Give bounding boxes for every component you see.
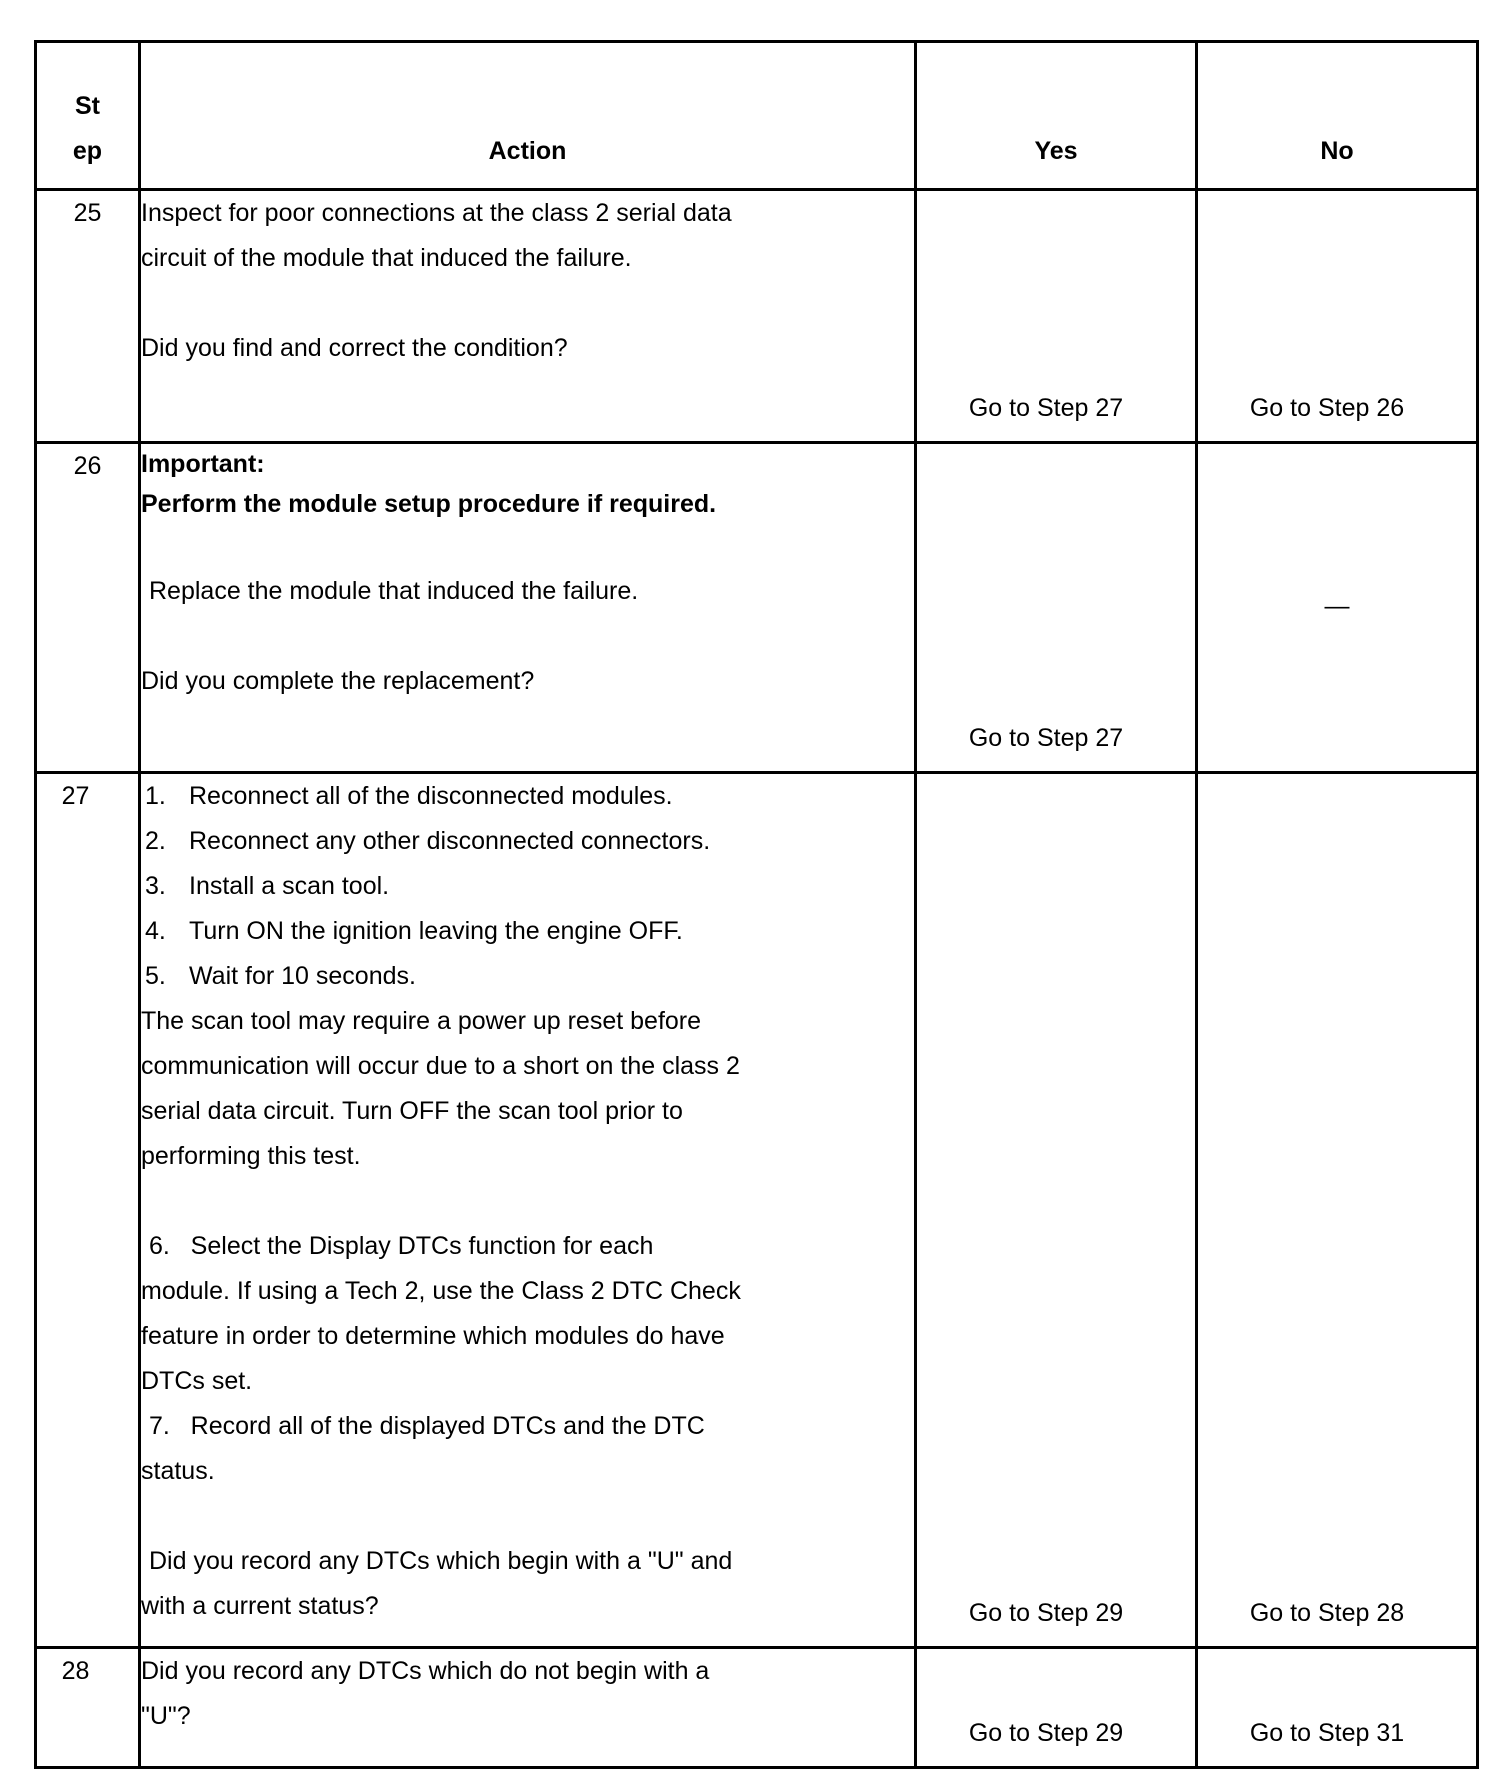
- yes-cell: [916, 443, 1197, 773]
- step-number: 28: [36, 1648, 140, 1768]
- step-number: 27: [36, 773, 140, 1648]
- action-cell: [140, 773, 916, 1648]
- yes-cell: [916, 773, 1197, 1648]
- header-row: [36, 42, 1478, 190]
- step-number: 25: [36, 190, 140, 443]
- header-no: No: [1197, 42, 1478, 190]
- goto-yes: Go to Step 27: [968, 724, 1124, 752]
- diagnostic-steps-table: [34, 40, 1479, 1769]
- goto-yes: Go to Step 27: [968, 394, 1124, 422]
- action-question: with a current status?: [141, 1592, 379, 1620]
- yes-cell: [916, 190, 1197, 443]
- note-text: performing this test.: [141, 1142, 361, 1170]
- step7-text: 7. Record all of the displayed DTCs and the DTC: [149, 1412, 705, 1440]
- important-text: Perform the module setup procedure if required.: [141, 490, 717, 518]
- step-number: 26: [36, 443, 140, 773]
- step7-text: status.: [141, 1457, 215, 1485]
- no-cell: [1197, 190, 1478, 443]
- step6-text: feature in order to determine which modules do have: [141, 1322, 725, 1350]
- step6-text: 6. Select the Display DTCs function for each: [149, 1232, 654, 1260]
- action-question: Did you record any DTCs which begin with a "U" and: [149, 1547, 733, 1575]
- no-cell: [1197, 773, 1478, 1648]
- goto-no: Go to Step 26: [1249, 394, 1405, 422]
- goto-yes: Go to Step 29: [968, 1719, 1124, 1747]
- action-question: Did you find and correct the condition?: [141, 334, 568, 362]
- action-cell: [140, 190, 916, 443]
- important-label: Important:: [141, 450, 265, 478]
- no-cell: [1197, 443, 1478, 773]
- step6-text: DTCs set.: [141, 1367, 253, 1395]
- action-cell: [140, 1648, 916, 1768]
- header-step-line2: ep: [72, 137, 103, 165]
- list-item: 3. Install a scan tool.: [145, 872, 390, 900]
- list-item: 5. Wait for 10 seconds.: [145, 962, 416, 990]
- no-cell: [1197, 1648, 1478, 1768]
- action-question: "U"?: [141, 1702, 191, 1730]
- table-row: [36, 190, 1478, 443]
- action-text: circuit of the module that induced the failure.: [141, 244, 632, 272]
- goto-yes: Go to Step 29: [968, 1599, 1124, 1627]
- procedure-list: [141, 774, 914, 999]
- header-step-line1: St: [75, 92, 100, 120]
- header-action: Action: [140, 42, 916, 190]
- note-text: communication will occur due to a short on the class 2: [141, 1052, 740, 1080]
- table-row: [36, 773, 1478, 1648]
- note-text: The scan tool may require a power up reset before: [141, 1007, 702, 1035]
- list-item: 2. Reconnect any other disconnected connectors.: [145, 827, 711, 855]
- action-question: Did you complete the replacement?: [141, 667, 535, 695]
- header-yes: Yes: [916, 42, 1197, 190]
- list-item: 4. Turn ON the ignition leaving the engine OFF.: [145, 917, 683, 945]
- goto-no: Go to Step 31: [1249, 1719, 1405, 1747]
- action-text: Replace the module that induced the failure.: [149, 577, 639, 605]
- action-question: Did you record any DTCs which do not begin with a: [141, 1657, 710, 1685]
- table-row: [36, 443, 1478, 773]
- note-text: serial data circuit. Turn OFF the scan tool prior to: [141, 1097, 683, 1125]
- step6-text: module. If using a Tech 2, use the Class 2 DTC Check: [141, 1277, 741, 1305]
- header-step: [36, 42, 140, 190]
- list-item: 1. Reconnect all of the disconnected modules.: [145, 782, 673, 810]
- yes-cell: [916, 1648, 1197, 1768]
- action-cell: [140, 443, 916, 773]
- goto-no: Go to Step 28: [1249, 1599, 1405, 1627]
- not-applicable-dash: —: [1324, 592, 1350, 620]
- table-row: [36, 1648, 1478, 1768]
- action-text: Inspect for poor connections at the class 2 serial data: [141, 199, 732, 227]
